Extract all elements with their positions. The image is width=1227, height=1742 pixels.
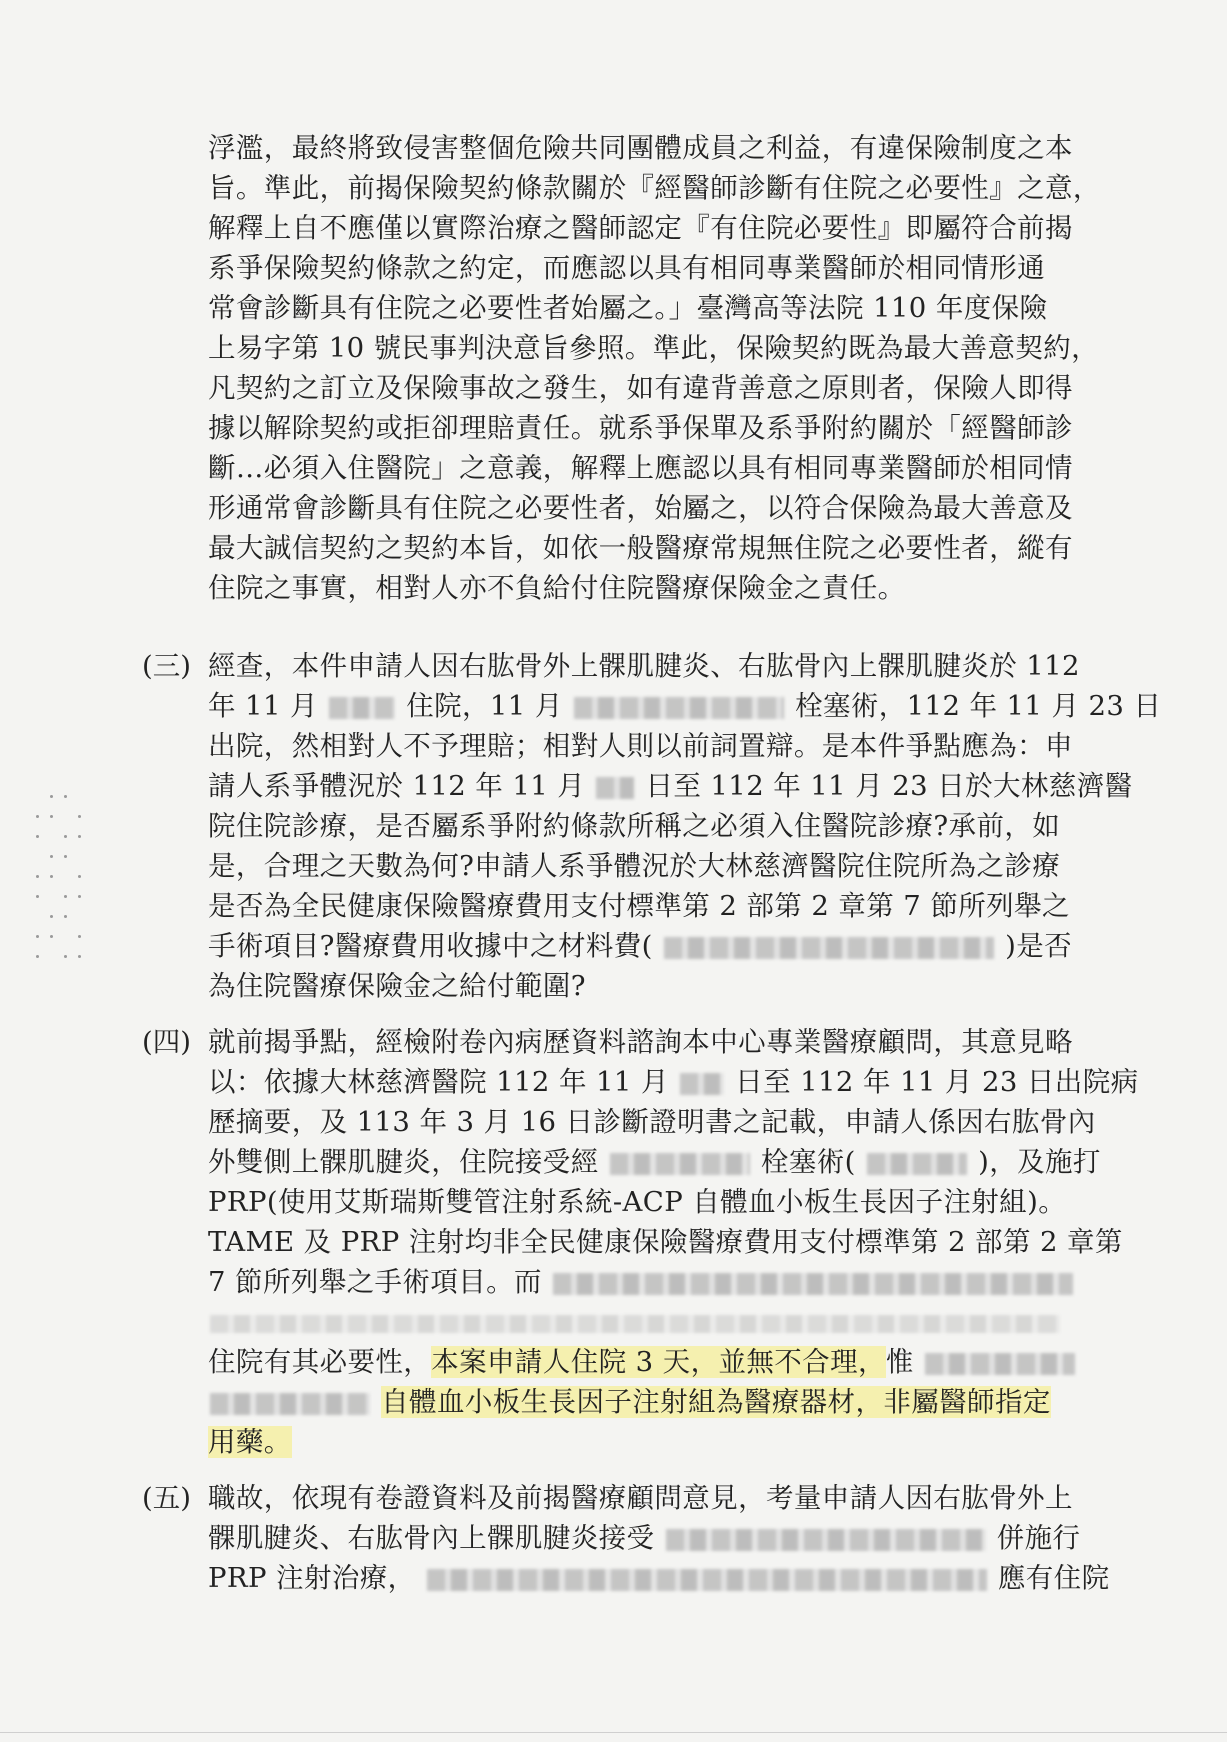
text-line: 以：依據大林慈濟醫院 112 年 11 月 日至 112 年 11 月 23 日出院病	[208, 1066, 1139, 1098]
text-line: 浮濫，最終將致侵害整個危險共同團體成員之利益，有違保險制度之本	[208, 132, 1073, 164]
punch-dot	[36, 835, 39, 838]
text-line: 據以解除契約或拒卻理賠責任。就系爭保單及系爭附約關於「經醫師診	[208, 412, 1073, 444]
text-line: 髁肌腱炎、右肱骨內上髁肌腱炎接受 併施行	[208, 1522, 1081, 1554]
punch-dot	[64, 855, 67, 858]
punch-dot	[50, 875, 53, 878]
text-line: 常會診斷具有住院之必要性者始屬之。」臺灣高等法院 110 年度保險	[208, 292, 1048, 324]
text-line: PRP(使用艾斯瑞斯雙管注射系統-ACP 自體血小板生長因子注射組)。	[208, 1186, 1067, 1218]
text-line: 旨。準此，前揭保險契約條款關於『經醫師診斷有住院之必要性』之意，	[208, 172, 1101, 204]
text-line: 上易字第 10 號民事判決意旨參照。準此，保險契約既為最大善意契約，	[208, 332, 1100, 364]
punch-dot	[78, 935, 81, 938]
punch-dot	[78, 815, 81, 818]
text-line: 請人系爭體況於 112 年 11 月 日至 112 年 11 月 23 日於大林慈濟醫	[208, 770, 1133, 802]
punch-dot	[78, 955, 81, 958]
punch-dot	[78, 835, 81, 838]
redacted-block	[210, 1315, 1060, 1333]
text-line: 系爭保險契約條款之約定，而應認以具有相同專業醫師於相同情形通	[208, 252, 1045, 284]
text-line: 解釋上自不應僅以實際治療之醫師認定『有住院必要性』即屬符合前揭	[208, 212, 1073, 244]
text-line: 職故，依現有卷證資料及前揭醫療顧問意見，考量申請人因右肱骨外上	[208, 1482, 1073, 1514]
punch-dot	[50, 915, 53, 918]
text-line: PRP 注射治療， 應有住院	[208, 1562, 1110, 1594]
redacted-block	[610, 1153, 750, 1175]
redacted-block	[664, 937, 994, 959]
text-line: 是，合理之天數為何?申請人系爭體況於大林慈濟醫院住院所為之診療	[208, 850, 1061, 882]
text-line: 就前揭爭點，經檢附卷內病歷資料諮詢本中心專業醫療顧問，其意見略	[208, 1026, 1073, 1058]
punch-dot	[50, 855, 53, 858]
redacted-block	[925, 1353, 1075, 1375]
punch-dot	[78, 875, 81, 878]
punch-dot	[36, 815, 39, 818]
punch-dot	[36, 895, 39, 898]
page-bottom-rule	[0, 1732, 1227, 1733]
section-label-3: (三)	[142, 650, 191, 682]
text-line: 7 節所列舉之手術項目。而	[208, 1262, 1075, 1302]
text-line: 最大誠信契約之契約本旨，如依一般醫療常規無住院之必要性者，縱有	[208, 532, 1073, 564]
text-line: 經查，本件申請人因右肱骨外上髁肌腱炎、右肱骨內上髁肌腱炎於 112	[208, 650, 1080, 682]
text-line: 年 11 月 住院，11 月 栓塞術，112 年 11 月 23 日	[208, 690, 1162, 722]
punch-dot	[64, 895, 67, 898]
punch-dot	[36, 955, 39, 958]
redacted-block	[210, 1393, 370, 1415]
highlighted-text: 自體血小板生長因子注射組為醫療器材，非屬醫師指定	[381, 1386, 1051, 1418]
text-line: 形通常會診斷具有住院之必要性者，始屬之，以符合保險為最大善意及	[208, 492, 1073, 524]
highlighted-text: 本案申請人住院 3 天，並無不合理，	[431, 1346, 886, 1378]
highlighted-text: 用藥。	[208, 1426, 292, 1458]
text-line: 為住院醫療保險金之給付範圍?	[208, 970, 586, 1002]
text-line: 斷…必須入住醫院」之意義，解釋上應認以具有相同專業醫師於相同情	[208, 452, 1073, 484]
punch-dot	[64, 955, 67, 958]
punch-dot	[64, 835, 67, 838]
text-line: 外雙側上髁肌腱炎，住院接受經 栓塞術( )，及施打	[208, 1146, 1101, 1178]
redacted-block	[867, 1153, 967, 1175]
text-line: 手術項目?醫療費用收據中之材料費( )是否	[208, 930, 1073, 962]
punch-dot	[78, 895, 81, 898]
text-line: TAME 及 PRP 注射均非全民健康保險醫療費用支付標準第 2 部第 2 章第	[208, 1226, 1123, 1258]
text-line: 住院有其必要性，本案申請人住院 3 天，並無不合理，惟	[208, 1342, 1077, 1382]
text-line	[208, 1422, 292, 1462]
punch-dot	[36, 875, 39, 878]
punch-dot	[64, 795, 67, 798]
text-line: 凡契約之訂立及保險事故之發生，如有違背善意之原則者，保險人即得	[208, 372, 1073, 404]
text-line: 院住院診療，是否屬系爭附約條款所稱之必須入住醫院診療?承前，如	[208, 810, 1061, 842]
redacted-block	[553, 1273, 1073, 1295]
redacted-block	[329, 697, 395, 719]
punch-dot	[64, 915, 67, 918]
section-label-4: (四)	[142, 1026, 191, 1058]
text-line	[208, 1382, 1051, 1422]
text-line: 歷摘要，及 113 年 3 月 16 日診斷證明書之記載，申請人係因右肱骨內	[208, 1106, 1096, 1138]
punch-dot	[36, 935, 39, 938]
redacted-block	[427, 1569, 987, 1591]
section-label-5: (五)	[142, 1482, 191, 1514]
punch-dot	[50, 795, 53, 798]
text-line: 住院之事實，相對人亦不負給付住院醫療保險金之責任。	[208, 572, 906, 604]
text-line: 是否為全民健康保險醫療費用支付標準第 2 部第 2 章第 7 節所列舉之	[208, 890, 1070, 922]
punch-hole-marks	[36, 795, 96, 975]
text-line: 出院，然相對人不予理賠；相對人則以前詞置辯。是本件爭點應為：申	[208, 730, 1073, 762]
redacted-block	[680, 1073, 724, 1095]
redacted-block	[574, 697, 784, 719]
text-line	[208, 1302, 1062, 1342]
punch-dot	[50, 815, 53, 818]
punch-dot	[50, 935, 53, 938]
redacted-block	[666, 1529, 986, 1551]
redacted-block	[596, 777, 634, 799]
